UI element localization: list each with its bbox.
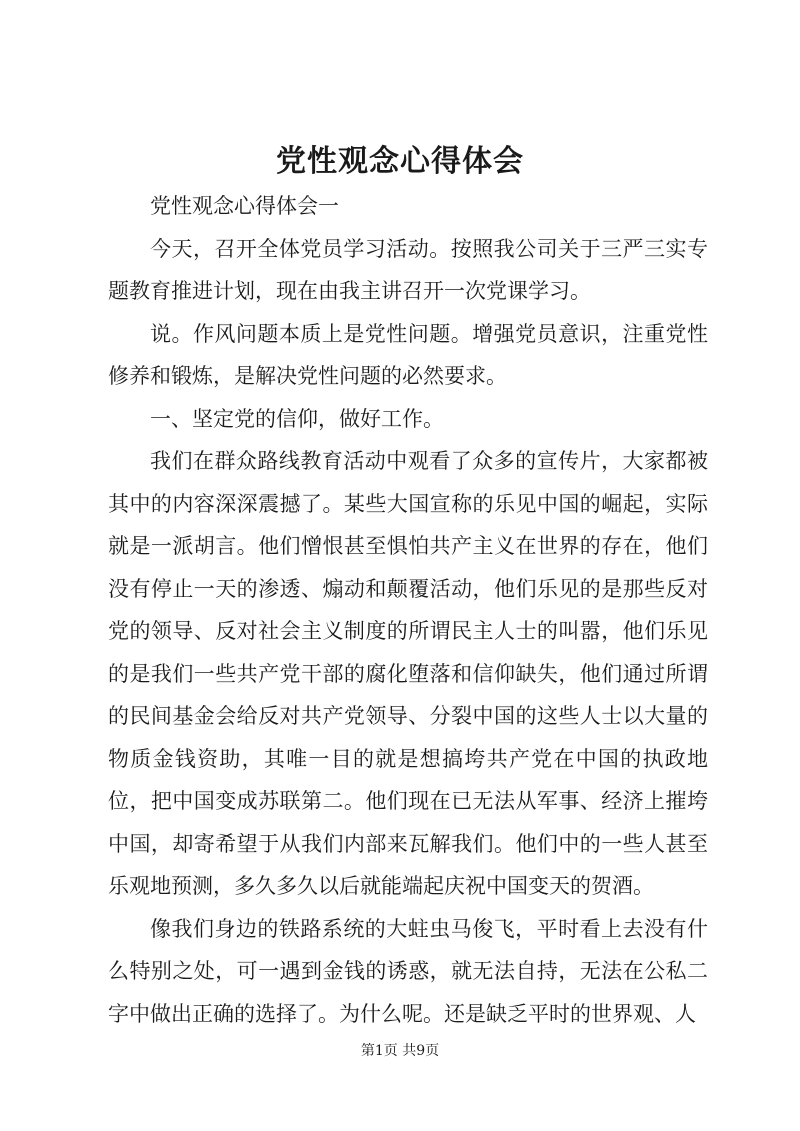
document-body: [108, 185, 708, 1035]
paragraph-party-spirit: 说。作风问题本质上是党性问题。增强党员意识，注重党性修养和锻炼，是解决党性问题的必然要求。: [108, 321, 708, 388]
paragraph-railway-example: 像我们身边的铁路系统的大蛀虫马俊飞，平时看上去没有什么特别之处，可一遇到金钱的诱惑，就无法自持，无法在公私二字中做出正确的选择了。为什么呢。还是缺乏平时的世界观、人: [108, 916, 708, 1026]
paragraph-subtitle: 党性观念心得体会一: [150, 194, 339, 218]
document-title: 党性观念心得体会: [276, 144, 524, 179]
paragraph-intro: 今天，召开全体党员学习活动。按照我公司关于三严三实专题教育推进计划，现在由我主讲召开一次党课学习。: [108, 236, 708, 303]
paragraph-heading-one: 一、坚定党的信仰，做好工作。: [150, 406, 444, 431]
paragraph-education-activity: 我们在群众路线教育活动中观看了众多的宣传片，大家都被其中的内容深深震撼了。某些大国宣称的乐见中国的崛起，实际就是一派胡言。他们憎恨甚至惧怕共产主义在世界的存在，他们没有停止一天的渗透、煽动和颠覆活动，他们乐见的是那些反对党的领导、反对社会主义制度的所谓民主人士的叫嚣，他们乐见的是我们一些共产党干部的腐化堕落和信仰缺失，他们通过所谓的民间基金会给反对共产党领导、分裂中国的这些人士以大量的物质金钱资助，其唯一目的就是想搞垮共产党在中国的执政地位，把中国变成苏联第二。他们现在已无法从军事、经济上摧垮中国，却寄希望于从我们内部来瓦解我们。他们中的一些人甚至乐观地预测，多久多久以后就能端起庆祝中国变天的贺酒。: [108, 449, 708, 898]
page-footer: 第1页 共9页: [360, 1043, 440, 1059]
